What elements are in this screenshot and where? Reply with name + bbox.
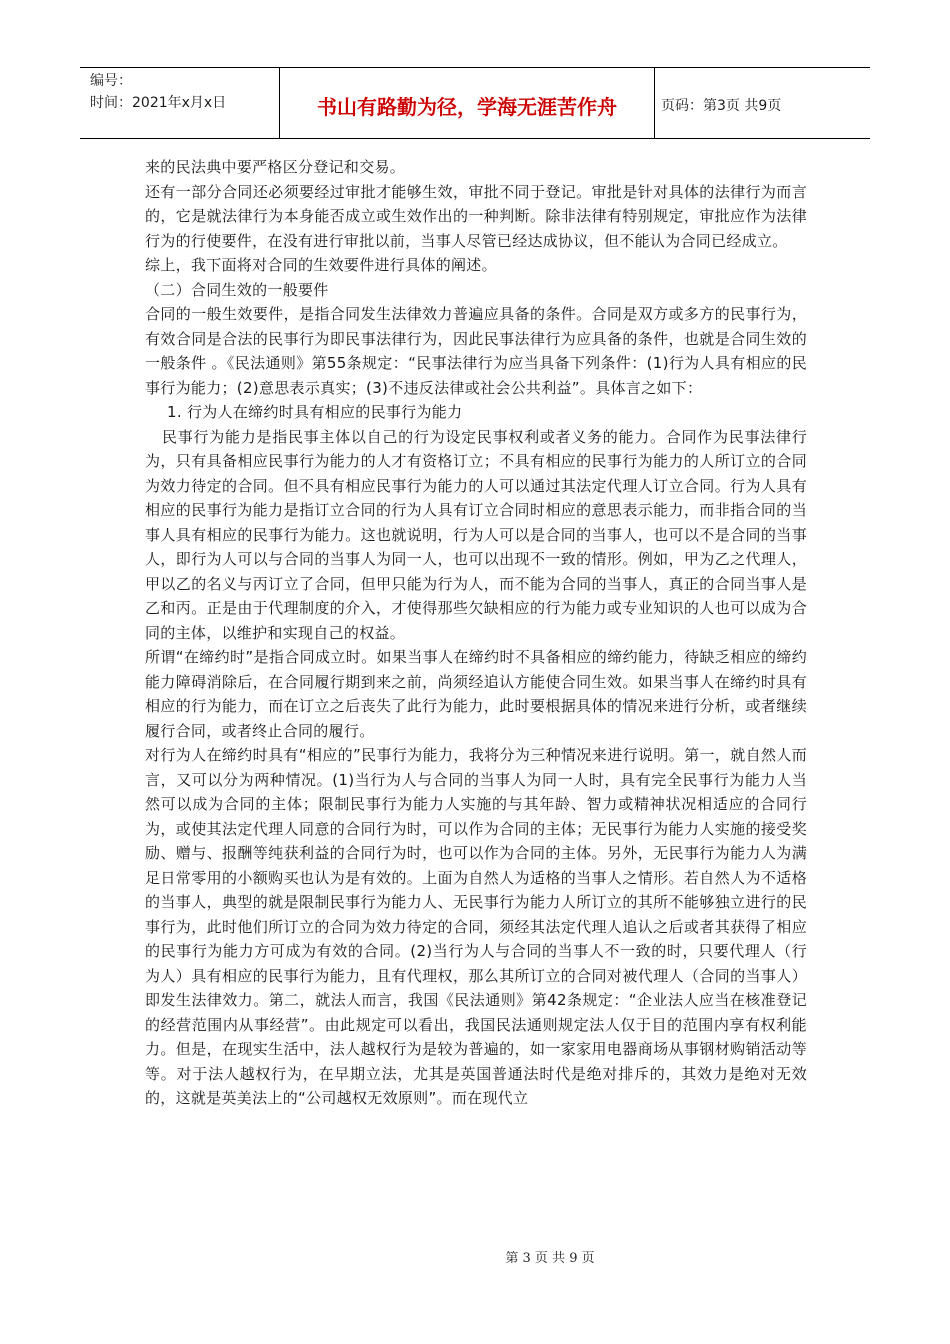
paragraph: 民事行为能力是指民事主体以自己的行为设定民事权利或者义务的能力。合同作为民事法律行为，只有具备相应民事行为能力的人才有资格订立；不具有相应的民事行为能力的人所订立的合同为效力待定的合同。但不具有相应民事行为能力的人可以通过其法定代理人订立合同。行为人具有相应的民事行为能力是指订立合同的行为人具有订立合同时相应的意思表示能力，而非指合同的当事人具有相应的民事行为能力。这也就说明，行为人可以是合同的当事人，也可以不是合同的当事人，即行为人可以与合同的当事人为同一人，也可以出现不一致的情形。例如，甲为乙之代理人，甲以乙的名义与丙订立了合同，但甲只能为行为人，而不能为合同的当事人，真正的合同当事人是乙和丙。正是由于代理制度的介入，才使得那些欠缺相应的行为能力或专业知识的人也可以成为合同的主体，以维护和实现自己的权益。 xyxy=(145,427,807,642)
section-heading: （二）合同生效的一般要件 xyxy=(145,280,329,299)
document-time-label: 时间：2021年x月x日 xyxy=(90,95,227,111)
header-motto: 书山有路勤为径，学海无涯苦作舟 xyxy=(280,68,655,138)
paragraph: 合同的一般生效要件，是指合同发生法律效力普遍应具备的条件。合同是双方或多方的民事行为，有效合同是合法的民事行为即民事法律行为，因此民事法律行为应具备的条件，也就是合同生效的一般条件 。《民法通则》第55条规定：“民事法律行为应当具备下列条件：(1)行为人具有相应的民事行为能力；(2)意思表示真实；(3)不违反法律或社会公共利益”。具体言之如下： xyxy=(145,305,807,397)
page-footer: 第 3 页 共 9 页 xyxy=(505,1251,595,1266)
paragraph: 所谓“在缔约时”是指合同成立时。如果当事人在缔约时不具备相应的缔约能力，待缺乏相应的缔约能力障碍消除后，在合同履行期到来之前，尚须经追认方能使合同生效。如果当事人在缔约时具有相应的行为能力，而在订立之后丧失了此行为能力，此时要根据具体的情况来进行分析，或者继续履行合同，或者终止合同的履行。 xyxy=(145,648,807,740)
header-meta xyxy=(80,68,280,138)
paragraph: 对行为人在缔约时具有“相应的”民事行为能力，我将分为三种情况来进行说明。第一，就自然人而言，又可以分为两种情况。(1)当行为人与合同的当事人为同一人时，具有完全民事行为能力人当然可以成为合同的主体；限制民事行为能力人实施的与其年龄、智力或精神状况相适应的合同行为，或使其法定代理人同意的合同行为时，可以作为合同的主体；无民事行为能力人实施的接受奖励、赠与、报酬等纯获利益的合同行为时，也可以作为合同的主体。另外，无民事行为能力人为满足日常零用的小额购买也认为是有效的。上面为自然人为适格的当事人之情形。若自然人为不适格的当事人，典型的就是限制民事行为能力人、无民事行为能力人所订立的其所不能够独立进行的民事行为，此时他们所订立的合同为效力待定的合同，须经其法定代理人追认之后或者其获得了相应的民事行为能力方可成为有效的合同。(2)当行为人与合同的当事人不一致的时，只要代理人（行为人）具有相应的民事行为能力，且有代理权，那么其所订立的合同对被代理人（合同的当事人）即发生法律效力。第二，就法人而言，我国《民法通则》第42条规定：“企业法人应当在核准登记的经营范围内从事经营”。由此规定可以看出，我国民法通则规定法人仅于目的范围内享有权利能力。但是，在现实生活中，法人越权行为是较为普遍的，如一家家用电器商场从事钢材购销活动等等。对于法人越权行为，在早期立法，尤其是英国普通法时代是绝对排斥的，其效力是绝对无效的，这就是英美法上的“公司越权无效原则”。而在现代立 xyxy=(145,746,807,1107)
page-header xyxy=(80,67,870,139)
document-number-label: 编号： xyxy=(90,73,132,89)
paragraph: 综上，我下面将对合同的生效要件进行具体的阐述。 xyxy=(145,256,497,274)
header-page-number: 页码：第3页 共9页 xyxy=(661,98,782,114)
subsection-heading: 1. 行为人在缔约时具有相应的民事行为能力 xyxy=(167,403,463,421)
document-body xyxy=(145,155,807,1111)
paragraph: 还有一部分合同还必须要经过审批才能够生效，审批不同于登记。审批是针对具体的法律行为而言的，它是就法律行为本身能否成立或生效作出的一种判断。除非法律有特别规定，审批应作为法律行为的行使要件，在没有进行审批以前，当事人尽管已经达成协议，但不能认为合同已经成立。 xyxy=(145,182,807,250)
paragraph: 来的民法典中要严格区分登记和交易。 xyxy=(145,158,406,176)
